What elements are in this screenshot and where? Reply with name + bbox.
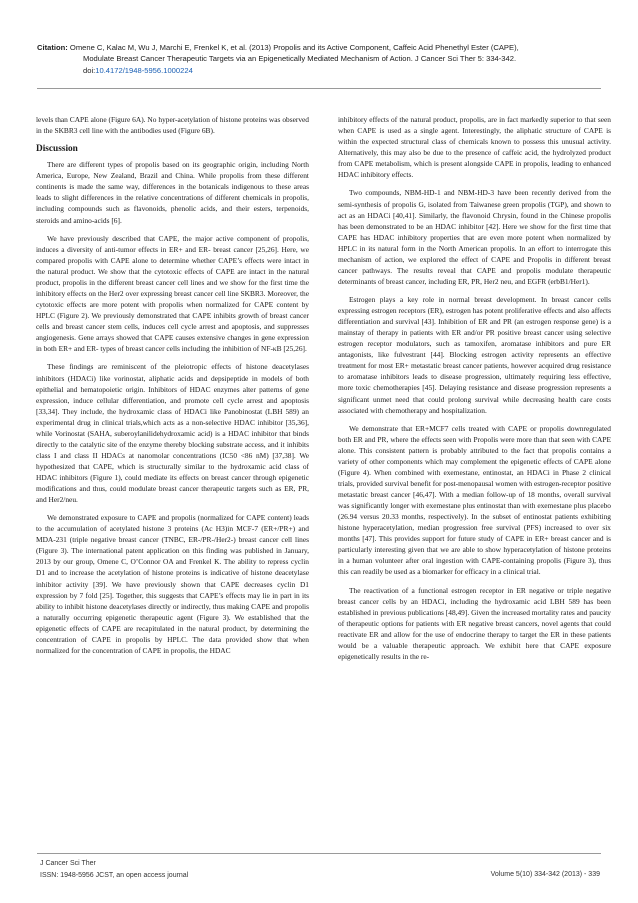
left-paragraph-4: We demonstrated exposure to CAPE and propolis (normalized for CAPE content) leads to the accumulation of acetylated histone 3 proteins (Ac H3)in MCF-7 (ER+/PR+) and MDA-231 (triple negative breast cancer (TNBC, ER-/PR-/Her2-) breast cancer cell lines (Figure 3). The international patent application on this finding was published in January, 2013 by our group, Omene C, O’Connor OA and Frenkel K. The ability to repress cyclin D1 and to increase the acetylation of histone proteins is indicative of histone deacetylase inhibitor activity [39]. We have previously shown that CAPE decreases cyclin D1 expression by 7 fold [25]. Together, this suggests that CAPE’s effects may lie in part in its ability to inhibit histone deacetylases directly or indirectly, thus making CAPE and propolis a naturally occurring epigenetic therapeutic agent (Figure 3). We established that the epigenetic effects of CAPE are recapitulated in the natural product, by determining the concentration of CAPE in propolis by HPLC. The data provided show that when normalized for the concentration of CAPE in propolis, the HDAC (36, 513, 309, 655)
citation-text-line2: Modulate Breast Cancer Therapeutic Targets via an Epigenetically Mediated Mechanism of Action. J Cancer Sci Ther 5: 334-342. (83, 54, 517, 64)
page-footer (40, 858, 600, 881)
left-paragraph-0: levels than CAPE alone (Figure 6A). No hyper-acetylation of histone proteins was observed in the SKBR3 cell line with the antibodies used (Figure 6B). (36, 115, 309, 136)
footer-journal: J Cancer Sci Ther (40, 860, 96, 867)
citation-text-line1: Omene C, Kalac M, Wu J, Marchi E, Frenkel K, et al. (2013) Propolis and its Active Component, Caffeic Acid Phenethyl Ester (CAPE), (69, 43, 519, 52)
right-paragraph-0: inhibitory effects of the natural product, propolis, are in fact markedly superior to that seen when CAPE is used as a single agent. Interestingly, the aliphatic structure of CAPE is within the expected structural class of chemicals known to possess this unusual activity. Alternatively, this may also be due to the presence of caffeic acid, the hydrolyzed product from CAPE metabolism, which is present alongside CAPE in propolis, leading to enhanced HDAC inhibitory effects. (338, 115, 611, 180)
header-divider (37, 88, 601, 89)
left-paragraph-2: We have previously described that CAPE, the major active component of propolis, induces a diversity of anti-tumor effects in ER+ and ER- breast cancer [25,26]. Here, we compared propolis with CAPE alone to determine whether CAPE’s effects were intact in the natural product. We show that the cytotoxic effects of CAPE are intact in the natural product, propolis in the different breast cancer cell lines and we show for the first time the inhibitory effects on the Her2 over expressing breast cancer cell line SKBR3. Moreover, the cytotoxic effects are more potent with propolis when normalized for CAPE content by HPLC (Figure 2). We previously demonstrated that CAPE inhibits growth of breast cancer cells and breast cancer stem cells, induces cell cycle arrest and apoptosis, and suppresses angiogenesis. Gene arrays showed that CAPE causes extensive changes in gene expression in both ER+ and ER- types of breast cancer cells including the inhibition of NF-κB [25,26]. (36, 233, 309, 354)
doi-link[interactable]: 10.4172/1948-5956.1000224 (95, 65, 193, 75)
citation-label: Citation: (37, 43, 68, 52)
footer-divider (37, 853, 601, 854)
footer-issn: ISSN: 1948-5956 JCST, an open access journal (40, 871, 189, 879)
right-paragraph-3: We demonstrate that ER+MCF7 cells treated with CAPE or propolis downregulated both ER and PR, where the effects seen with Propolis were more than that seen with CAPE alone. This consistent pattern is probably attributed to the fact that propolis contains a variety of other components which may complement the epigenetic effects of CAPE alone (Figure 4). When combined with exemestane, entinostat, an HDACi in Phase 2 clinical trials, provided survival benefit for post-menopausal women with estrogen-receptor positive metastatic breast cancer [46,47]. With a median follow-up of 18 months, overall survival was significantly longer with exemestane plus entinostat than with exemestane plus placebo (26.94 versus 20.33 months, respectively). In the subset of entinostat patients exhibiting histone hyperacetylation, median progression free survival (PFS) increased to over six months [47]. This provides support for future study of CAPE in ER+ breast cancer and is particularly interesting given that we are able to show hyperacetylation of histone proteins in a human volunteer after oral ingestion with CAPE-containing propolis (Figure 3), thus this can readily be used as a biomarker for efficacy in a clinical trial. (338, 423, 611, 577)
section-heading-discussion: Discussion (36, 144, 78, 155)
right-paragraph-4: The reactivation of a functional estrogen receptor in ER negative or triple negative breast cancer cells by an HDACi, including the hydroxamic acid LBH 589 has been established in previous publications [48,49]. Given the increased mortality rates and paucity of therapeutic options for patients with ER negative breast cancers, novel agents that could reactivate ER and allow for the use of endocrine therapy to target the ER in these patients would be a valuable therapeutic approach. We exhibit here that CAPE exposure epigenetically results in the re- (338, 585, 611, 661)
left-column (36, 114, 309, 663)
footer-volume-page: Volume 5(10) 334-342 (2013) - 339 (490, 871, 600, 878)
right-paragraph-1: Two compounds, NBM-HD-1 and NBM-HD-3 have been recently derived from the semi-synthesis of propolis G, isolated from Taiwanese green propolis (TGP), and shown to act as an HDACi [40,41]. Similarly, the flavonoid Chrysin, found in the Chinese propolis has been demonstrated to be an HDAC inhibitor [42]. Here we show for the first time that CAPE has HDAC inhibitory properties that are even more potent when normalized by HPLC in its natural form in the North American propolis. In an effort to interrogate this mechanism of action, we explored the effect of CAPE and Propolis in different breast cancer pathways. The results reveal that CAPE and propolis modulate therapeutic determinants of breast cancer, including ER, PR, Her2 neu, and EGFR (erbB1/Her1). (338, 188, 611, 286)
right-paragraph-2: Estrogen plays a key role in normal breast development. In breast cancer cells expressing estrogen receptors (ER), estrogen has potent proliferative effects and also affects differentiation and survival [43]. Inhibition of ER and PR (an estrogen response gene) is a mainstay of therapy in patients with ER and/or PR positive breast cancer using selective estrogen receptor modulators, such as tamoxifen, aromatase inhibitors and pure ER antagonists, like fulvestrant [44]. Blocking estrogen activity represents an effective treatment for most ER+ metastatic breast cancer patients, however acquired drug resistance to aromatase inhibitors leads to disease progression, ultimately requiring less effective, more toxic chemotherapies [45]. Delaying resistance and disease progression represents a significant unmet need that could prolong survival while decreasing health care costs associated with chemotherapy and hospitalization. (338, 295, 611, 415)
left-paragraph-1: There are different types of propolis based on its geographic origin, including North America, Europe, New Zealand, Brazil and China. While propolis from these different continents is made the same way, differences in the botanicals indigenous to these areas leads to slight differences in the relative concentrations of different chemicals in propolis, including compounds such as flavonoids, phenolic acids, and their esters, terpenoids, steroids and amino-acids [6]. (36, 160, 309, 225)
doi-prefix: doi: (83, 65, 96, 75)
right-column (338, 114, 611, 669)
citation-text-line2-wrap (37, 53, 605, 76)
citation-block (37, 42, 605, 76)
left-paragraph-3: These findings are reminiscent of the pleiotropic effects of histone deacetylases inhibitors (HDACi) like vorinostat, aliphatic acids and depsipeptide in models of both epithelial and hematopoietic origin. Inhibitors of HDAC enzymes alter patterns of gene expression, induce cellular differentiation, and promote cell cycle arrest and apoptosis [33,34]. They include, the hydroxamic class of HDACi like Panobinostat (LBH 589) an experimental drug in clinical trials,which acts as a non-selective HDAC inhibitor [35,36], while Vorinostat (SAHA, suberoylanilidehydroxamic acid) is a HDAC inhibitor that binds directly to the catalytic site of the enzyme thereby blocking substrate access, and it inhibits class I and class II HDACs at nanomolar concentrations (IC50 <86 nM) [37,38]. We hypothesized that CAPE, which is structurally similar to the hydroxamic acid class of HDAC inhibitors (Figure 1), could mediate its effects on breast cancer through epigenetic modifications and thus, could modulate breast cancer therapeutic targets such as ER, PR, and Her2/neu. (36, 362, 309, 505)
